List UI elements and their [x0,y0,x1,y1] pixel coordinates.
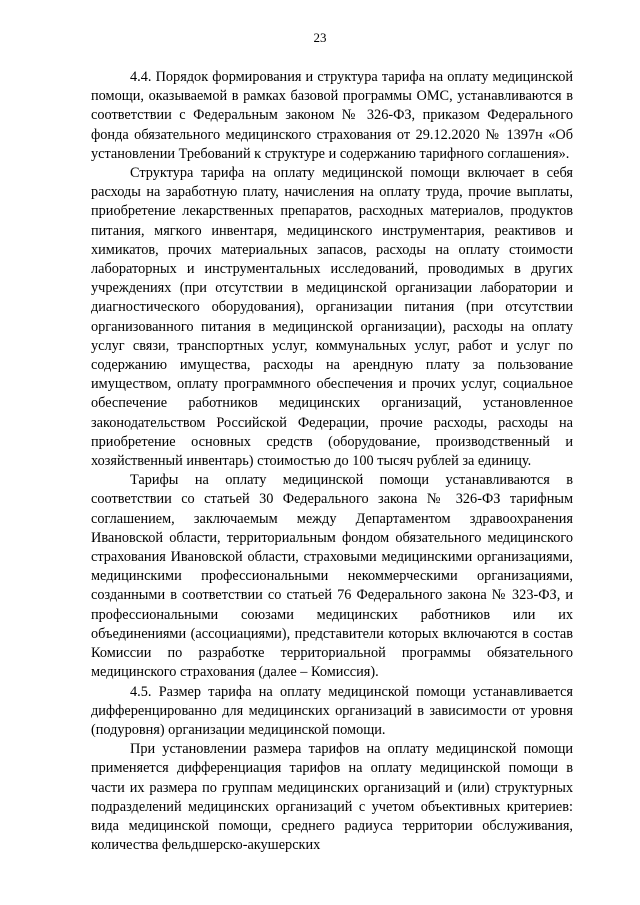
paragraph-4-4: 4.4. Порядок формирования и структура тарифа на оплату медицинской помощи, оказываемой в рамках базовой программы ОМС, устанавливаются в соответствии с Федеральным законом № 326-ФЗ, приказом Федерального фонда обязательного медицинского страхования от 29.12.2020 № 1397н «Об установлении Требований к структуре и содержанию тарифного соглашения». [91,69,573,162]
paragraph-tariff-differentiation: При установлении размера тарифов на оплату медицинской помощи применяется дифференциация тарифов на оплату медицинской помощи в части их размера по группам медицинских организаций и (или) структурных подразделений медицинских организаций с учетом объективных критериев: вида медицинской помощи, среднего радиуса территории обслуживания, количества фельдшерско-акушерских [91,741,573,854]
paragraph-4-5: 4.5. Размер тарифа на оплату медицинской помощи устанавливается дифференцированно для медицинских организаций в зависимости от уровня (подуровня) организации медицинской помощи. [91,683,573,738]
document-body [91,68,573,855]
paragraph-tariff-structure: Структура тарифа на оплату медицинской помощи включает в себя расходы на заработную плату, начисления на оплату труда, прочие выплаты, приобретение лекарственных препаратов, расходных материалов, продуктов питания, мягкого инвентаря, медицинского инструментария, реактивов и химикатов, прочих материальных запасов, расходы на оплату стоимости лабораторных и инструментальных исследований, проводимых в других учреждениях (при отсутствии в медицинской организации лаборатории и диагностического оборудования), организации питания (при отсутствии организованного питания в медицинской организации), расходы на оплату услуг связи, транспортных услуг, коммунальных услуг, работ и услуг по содержанию имущества, расходы на арендную плату за пользование имуществом, оплату программного обеспечения и прочих услуг, социальное обеспечение работников медицинских организаций, установленное законодательством Российской Федерации, прочие расходы, расходы на приобретение основных средств (оборудование, производственный и хозяйственный инвентарь) стоимостью до 100 тысяч рублей за единицу. [91,165,573,470]
page-number: 23 [313,30,327,45]
paragraph-tariff-agreement: Тарифы на оплату медицинской помощи устанавливаются в соответствии со статьей 30 Федерального закона № 326-ФЗ тарифным соглашением, заключаемым между Департаментом здравоохранения Ивановской области, территориальным фондом обязательного медицинского страхования Ивановской области, страховыми медицинскими организациями, медицинскими профессиональными некоммерческими организациями, созданными в соответствии со статьей 76 Федерального закона № 323-ФЗ, и профессиональными союзами медицинских работников или их объединениями (ассоциациями), представители которых включаются в состав Комиссии по разработке территориальной программы обязательного медицинского страхования (далее – Комиссия). [91,472,573,681]
